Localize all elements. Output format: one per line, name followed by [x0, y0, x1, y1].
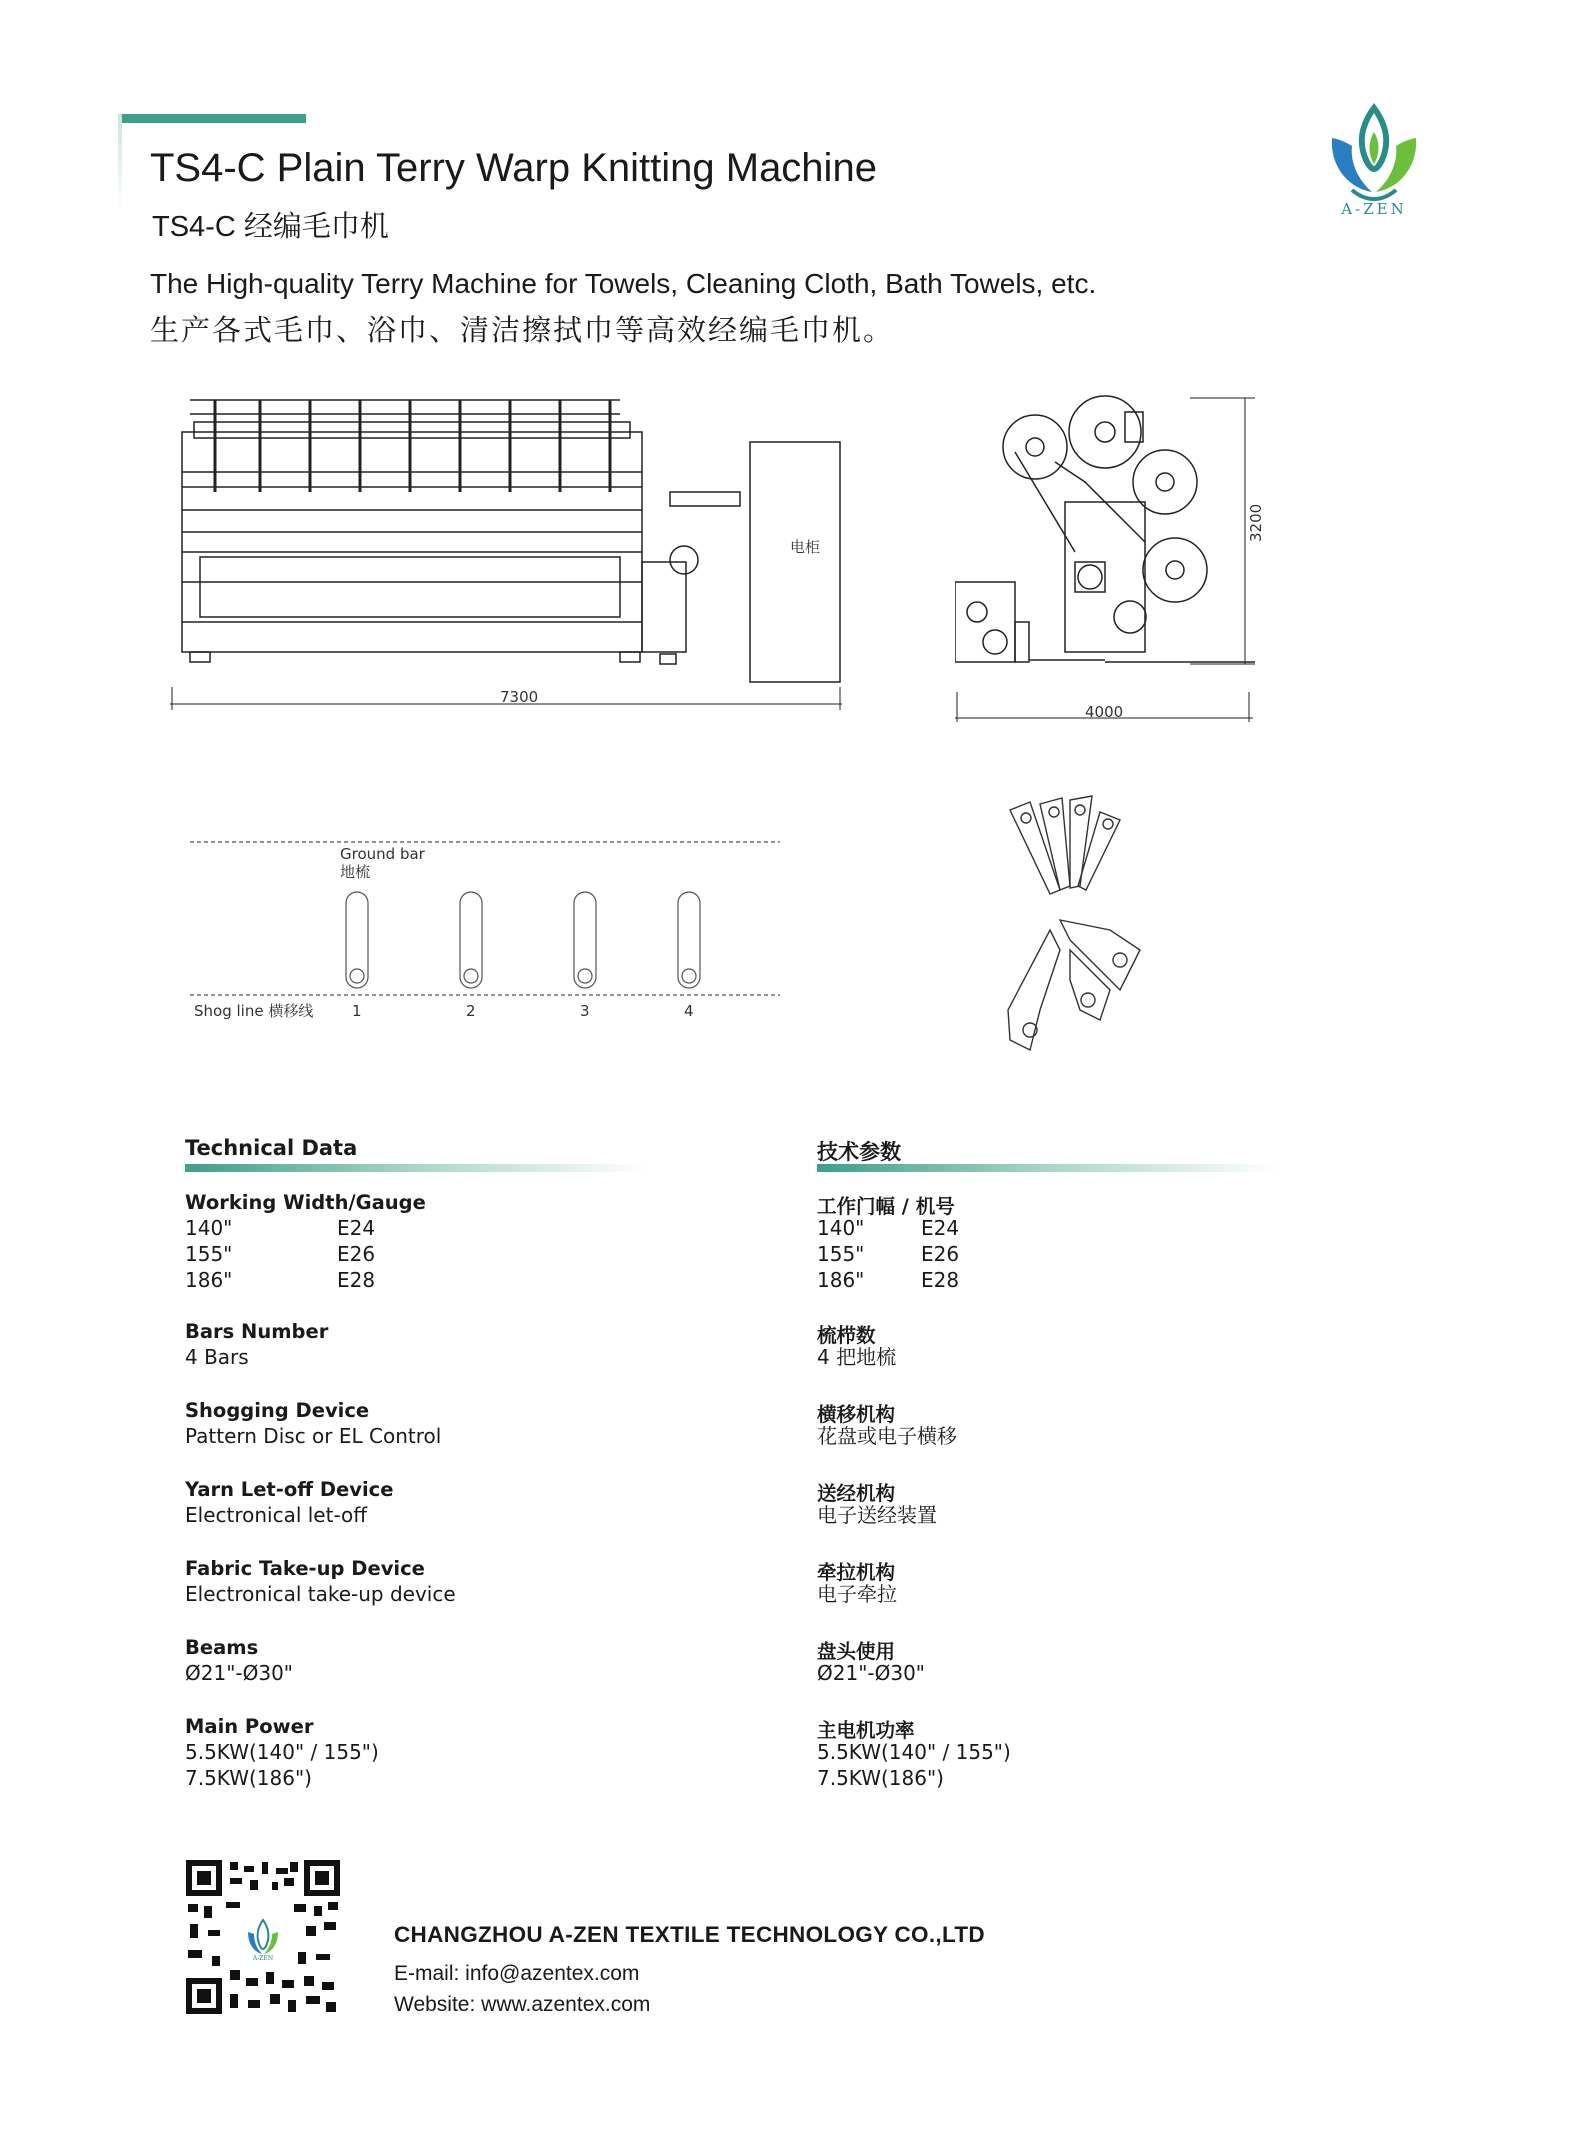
width-value: 140" — [817, 1216, 865, 1240]
email-contact[interactable]: E-mail: info@azentex.com — [394, 1962, 640, 1985]
heading-underline — [185, 1164, 645, 1172]
position-label: 1 — [352, 1002, 362, 1020]
bars-number-label: Bars Number — [185, 1320, 329, 1343]
header-accent-line — [118, 114, 122, 210]
front-width-label: 7300 — [500, 688, 539, 706]
gauge-value: E26 — [921, 1242, 960, 1266]
width-value: 155" — [185, 1242, 233, 1266]
ground-bar-label: Ground bar — [340, 845, 425, 863]
knitting-elements-illustration — [1000, 790, 1160, 1070]
takeup-value: Electronical take-up device — [185, 1582, 456, 1606]
position-label: 2 — [466, 1002, 476, 1020]
machine-side-view-drawing — [955, 392, 1375, 722]
letoff-value-cn: 电子送经装置 — [817, 1503, 937, 1527]
qr-code[interactable] — [186, 1860, 340, 2014]
letoff-label-cn: 送经机构 — [817, 1482, 896, 1505]
shogging-label-cn: 横移机构 — [817, 1403, 896, 1426]
ground-bar-label-cn: 地梳 — [340, 863, 371, 881]
beams-label: Beams — [185, 1636, 259, 1659]
logo-wordmark: A-ZEN — [1341, 200, 1407, 218]
main-power-value: 7.5KW(186") — [185, 1766, 312, 1790]
page-subtitle: TS4-C 经编毛巾机 — [152, 211, 389, 243]
working-width-label: Working Width/Gauge — [185, 1191, 426, 1214]
letoff-value: Electronical let-off — [185, 1503, 368, 1527]
shog-line-label: Shog line 横移线 — [194, 1002, 314, 1020]
main-power-value: 5.5KW(140" / 155") — [185, 1740, 379, 1764]
main-power-value-cn: 5.5KW(140" / 155") — [817, 1740, 1011, 1764]
website-link[interactable]: Website: www.azentex.com — [394, 1993, 651, 2016]
gauge-value: E24 — [337, 1216, 376, 1240]
bars-number-value: 4 Bars — [185, 1345, 249, 1369]
technical-data-heading: Technical Data — [185, 1136, 358, 1160]
main-power-value-cn: 7.5KW(186") — [817, 1766, 944, 1790]
beams-label-cn: 盘头使用 — [817, 1640, 896, 1663]
takeup-label: Fabric Take-up Device — [185, 1557, 425, 1580]
shogging-label: Shogging Device — [185, 1399, 370, 1422]
width-value: 140" — [185, 1216, 233, 1240]
shogging-value-cn: 花盘或电子横移 — [817, 1424, 957, 1448]
width-value: 155" — [817, 1242, 865, 1266]
gauge-value: E24 — [921, 1216, 960, 1240]
beams-value-cn: Ø21"-Ø30" — [817, 1661, 925, 1685]
technical-data-heading-cn: 技术参数 — [817, 1140, 901, 1164]
company-name: CHANGZHOU A-ZEN TEXTILE TECHNOLOGY CO.,LTD — [394, 1922, 985, 1947]
shogging-value: Pattern Disc or EL Control — [185, 1424, 442, 1448]
takeup-label-cn: 牵拉机构 — [817, 1561, 896, 1584]
position-label: 4 — [684, 1002, 694, 1020]
guide-bar-diagram — [190, 830, 790, 1030]
letoff-label: Yarn Let-off Device — [185, 1478, 394, 1501]
cabinet-label: 电柜 — [790, 538, 821, 556]
working-width-label-cn: 工作门幅 / 机号 — [817, 1195, 955, 1218]
main-power-label-cn: 主电机功率 — [817, 1719, 915, 1742]
main-power-label: Main Power — [185, 1715, 314, 1738]
bars-number-label-cn: 梳栉数 — [817, 1324, 876, 1347]
takeup-value-cn: 电子牵拉 — [817, 1582, 897, 1606]
side-width-label: 4000 — [1085, 703, 1124, 721]
position-label: 3 — [580, 1002, 590, 1020]
side-height-label: 3200 — [1247, 503, 1265, 542]
width-value: 186" — [185, 1268, 233, 1292]
tagline-chinese: 生产各式毛巾、浴巾、清洁擦拭巾等高效经编毛巾机。 — [150, 313, 895, 347]
gauge-value: E26 — [337, 1242, 376, 1266]
machine-front-view-drawing — [170, 392, 850, 722]
tagline-english: The High-quality Terry Machine for Towels, Cleaning Cloth, Bath Towels, etc. — [150, 268, 1097, 299]
page-title: TS4-C Plain Terry Warp Knitting Machine — [150, 146, 877, 190]
heading-underline — [817, 1164, 1277, 1172]
beams-value: Ø21"-Ø30" — [185, 1661, 293, 1685]
width-value: 186" — [817, 1268, 865, 1292]
header-accent-bar — [122, 114, 306, 123]
qr-logo-text: A-ZEN — [252, 1955, 274, 1962]
bars-number-value-cn: 4 把地梳 — [817, 1345, 897, 1369]
gauge-value: E28 — [921, 1268, 960, 1292]
gauge-value: E28 — [337, 1268, 376, 1292]
